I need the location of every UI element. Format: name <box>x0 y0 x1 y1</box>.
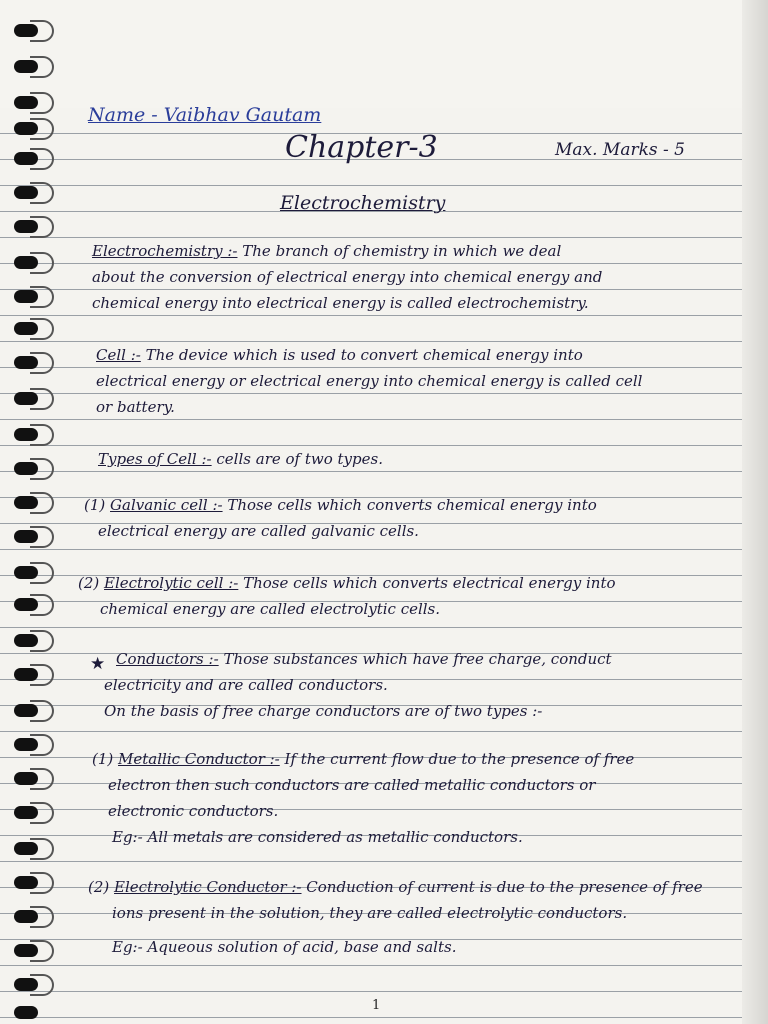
term-metallic-conductor: Metallic Conductor :- <box>118 750 280 768</box>
definition-text: On the basis of free charge conductors are of two types :- <box>104 702 543 720</box>
binding-ring <box>30 594 54 616</box>
binding-ring <box>30 118 54 140</box>
binding-ring <box>30 906 54 928</box>
binding-ring <box>30 216 54 238</box>
binding-ring <box>30 92 54 114</box>
binding-ring <box>30 352 54 374</box>
definition-text: electronic conductors. <box>108 802 279 820</box>
page-number: 1 <box>372 998 381 1013</box>
binding-ring <box>30 802 54 824</box>
definition-text: or battery. <box>96 398 175 416</box>
definition-electrolytic-conductor <box>88 878 703 896</box>
binding-ring <box>30 458 54 480</box>
definition-cell <box>96 346 583 364</box>
student-name: Name - Vaibhav Gautam <box>88 104 322 126</box>
binding-ring <box>30 286 54 308</box>
binding-ring <box>30 492 54 514</box>
definition-electrochemistry <box>92 242 561 260</box>
binding-ring <box>30 20 54 42</box>
binding-ring <box>30 252 54 274</box>
binding-ring <box>30 424 54 446</box>
item-number: (2) <box>88 878 110 896</box>
binding-ring <box>30 734 54 756</box>
term-cell: Cell :- <box>96 346 141 364</box>
definition-text: electron then such conductors are called metallic conductors or <box>108 776 596 794</box>
definition-metallic-conductor <box>92 750 634 768</box>
binding-ring <box>30 940 54 962</box>
binding-ring <box>30 872 54 894</box>
binding-ring <box>30 182 54 204</box>
definition-text: The device which is used to convert chemical energy into <box>145 346 583 364</box>
definition-text: cells are of two types. <box>216 450 383 468</box>
binding-ring <box>30 526 54 548</box>
term-types-of-cell: Types of Cell :- <box>98 450 212 468</box>
definition-text: ions present in the solution, they are called electrolytic conductors. <box>112 904 628 922</box>
definition-text: about the conversion of electrical energy into chemical energy and <box>92 268 603 286</box>
binding-ring <box>30 700 54 722</box>
definition-text: chemical energy into electrical energy is called electrochemistry. <box>92 294 589 312</box>
definition-text: electricity and are called conductors. <box>104 676 388 694</box>
binding-ring <box>30 838 54 860</box>
max-marks: Max. Marks - 5 <box>555 140 685 160</box>
definition-conductors <box>116 650 612 668</box>
binding-hole <box>14 1006 38 1019</box>
term-galvanic-cell: Galvanic cell :- <box>110 496 223 514</box>
definition-text: Those cells which converts electrical energy into <box>243 574 616 592</box>
definition-galvanic-cell <box>84 496 597 514</box>
definition-text: Those substances which have free charge, conduct <box>223 650 612 668</box>
chapter-heading: Chapter-3 <box>285 130 438 165</box>
binding-ring <box>30 974 54 996</box>
definition-text: If the current flow due to the presence of free <box>284 750 635 768</box>
page-right-edge <box>742 0 768 1024</box>
binding-ring <box>30 318 54 340</box>
item-number: (1) <box>92 750 114 768</box>
binding-ring <box>30 664 54 686</box>
binding-ring <box>30 388 54 410</box>
definition-text: chemical energy are called electrolytic cells. <box>100 600 441 618</box>
example-text: Eg:- All metals are considered as metallic conductors. <box>112 828 523 846</box>
binding-ring <box>30 56 54 78</box>
definition-text: electrical energy are called galvanic cells. <box>98 522 419 540</box>
types-of-cell <box>98 450 383 468</box>
definition-text: electrical energy or electrical energy into chemical energy is called cell <box>96 372 643 390</box>
example-text: Eg:- Aqueous solution of acid, base and salts. <box>112 938 457 956</box>
definition-text: Those cells which converts chemical energy into <box>227 496 597 514</box>
page-top-margin <box>0 0 768 108</box>
term-conductors: Conductors :- <box>116 650 219 668</box>
subject-title: Electrochemistry <box>280 192 446 214</box>
term-electrolytic-conductor: Electrolytic Conductor :- <box>114 878 302 896</box>
binding-ring <box>30 562 54 584</box>
term-electrolytic-cell: Electrolytic cell :- <box>104 574 239 592</box>
binding-ring <box>30 768 54 790</box>
term-electrochemistry: Electrochemistry :- <box>92 242 238 260</box>
definition-electrolytic-cell <box>78 574 616 592</box>
star-bullet: ★ <box>90 654 106 674</box>
spiral-binding <box>0 0 70 1024</box>
item-number: (1) <box>84 496 106 514</box>
definition-text: The branch of chemistry in which we deal <box>242 242 562 260</box>
definition-text: Conduction of current is due to the presence of free <box>306 878 703 896</box>
item-number: (2) <box>78 574 100 592</box>
binding-ring <box>30 630 54 652</box>
binding-ring <box>30 148 54 170</box>
